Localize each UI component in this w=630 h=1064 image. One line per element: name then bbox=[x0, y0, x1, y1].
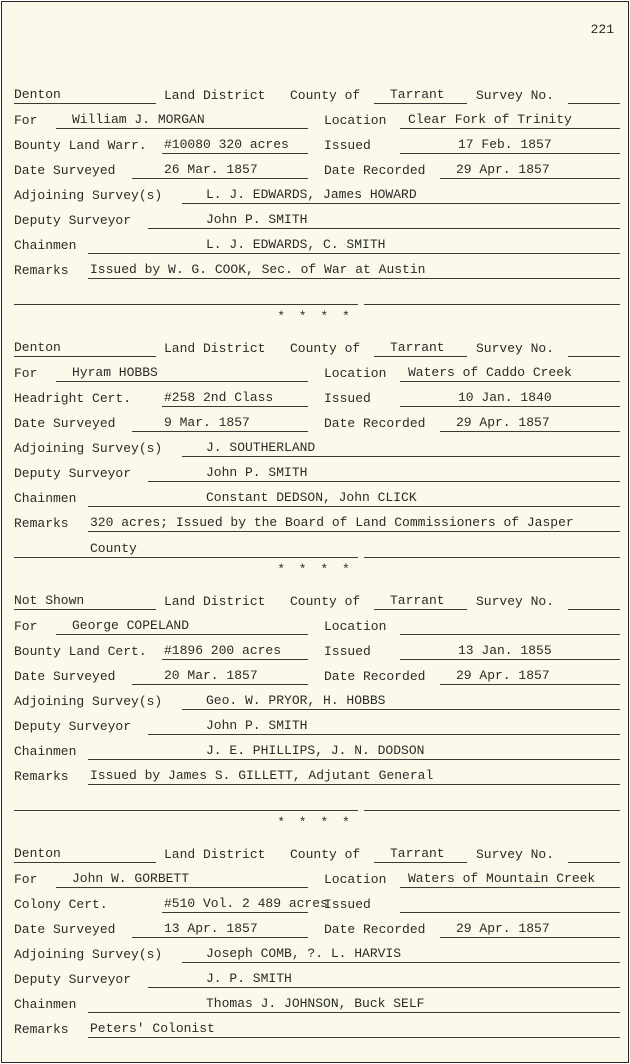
issued-field bbox=[400, 642, 620, 660]
date-surveyed-value: 13 Apr. 1857 bbox=[164, 921, 258, 936]
remarks-row bbox=[2, 514, 628, 534]
remarks-label: Remarks bbox=[14, 769, 69, 784]
for-value: John W. GORBETT bbox=[72, 871, 190, 886]
adjoining-row bbox=[2, 945, 628, 965]
date-surveyed-field bbox=[132, 161, 308, 179]
survey-no-field bbox=[568, 86, 620, 104]
certificate-value: #10080 320 acres bbox=[164, 137, 289, 152]
county-field bbox=[374, 339, 467, 357]
remarks-continued-field bbox=[14, 1046, 358, 1063]
date-recorded-label: Date Recorded bbox=[324, 163, 426, 178]
issued-field bbox=[400, 895, 620, 913]
for-label: For bbox=[14, 872, 38, 887]
chainmen-row bbox=[2, 995, 628, 1015]
remarks-value: 320 acres; Issued by the Board of Land Commissioners of Jasper bbox=[90, 515, 574, 530]
deputy-value: John P. SMITH bbox=[206, 465, 308, 480]
remarks-value: Issued by W. G. COOK, Sec. of War at Austin bbox=[90, 262, 426, 277]
location-field bbox=[400, 617, 620, 635]
deputy-label: Deputy Surveyor bbox=[14, 719, 132, 734]
location-label: Location bbox=[324, 366, 387, 381]
certificate-label: Headright Cert. bbox=[14, 391, 132, 406]
for-label: For bbox=[14, 619, 38, 634]
date-recorded-value: 29 Apr. 1857 bbox=[456, 668, 550, 683]
issued-label: Issued bbox=[324, 897, 371, 912]
date-surveyed-label: Date Surveyed bbox=[14, 922, 116, 937]
deputy-label: Deputy Surveyor bbox=[14, 972, 132, 987]
survey-no-label: Survey No. bbox=[476, 594, 555, 609]
chainmen-value: J. E. PHILLIPS, J. N. DODSON bbox=[206, 743, 425, 758]
date-surveyed-value: 20 Mar. 1857 bbox=[164, 668, 258, 683]
issued-value: 13 Jan. 1855 bbox=[458, 643, 552, 658]
date-recorded-value: 29 Apr. 1857 bbox=[456, 921, 550, 936]
county-of-label: County of bbox=[290, 847, 361, 862]
certificate-field bbox=[162, 642, 308, 660]
location-value: Waters of Caddo Creek bbox=[408, 365, 572, 380]
issued-field bbox=[400, 136, 620, 154]
remarks-continued-field-right bbox=[364, 1046, 620, 1063]
for-row bbox=[2, 364, 628, 384]
chainmen-row bbox=[2, 742, 628, 762]
adjoining-row bbox=[2, 439, 628, 459]
certificate-field bbox=[162, 895, 328, 913]
for-value: George COPELAND bbox=[72, 618, 190, 633]
remarks-continued-field bbox=[14, 540, 358, 558]
deputy-label: Deputy Surveyor bbox=[14, 466, 132, 481]
dates-row bbox=[2, 667, 628, 687]
adjoining-field bbox=[182, 439, 620, 457]
location-field bbox=[400, 364, 620, 382]
certificate-label: Bounty Land Cert. bbox=[14, 644, 147, 659]
location-value: Waters of Mountain Creek bbox=[408, 871, 596, 886]
date-recorded-field bbox=[440, 920, 620, 938]
document-page bbox=[1, 1, 629, 1063]
for-row bbox=[2, 870, 628, 890]
deputy-field bbox=[148, 970, 620, 988]
remarks-label: Remarks bbox=[14, 516, 69, 531]
county-of-label: County of bbox=[290, 88, 361, 103]
remarks-row bbox=[2, 261, 628, 281]
adjoining-field bbox=[182, 692, 620, 710]
for-value: Hyram HOBBS bbox=[72, 365, 158, 380]
remarks-continued-field-right bbox=[364, 793, 620, 811]
deputy-value: John P. SMITH bbox=[206, 718, 308, 733]
chainmen-label: Chainmen bbox=[14, 997, 77, 1012]
date-recorded-label: Date Recorded bbox=[324, 922, 426, 937]
district-field bbox=[14, 845, 156, 863]
for-row bbox=[2, 111, 628, 131]
land-district-label: Land District bbox=[164, 594, 266, 609]
date-surveyed-field bbox=[132, 920, 308, 938]
remarks-value: Issued by James S. GILLETT, Adjutant General bbox=[90, 768, 434, 783]
certificate-row bbox=[2, 389, 628, 409]
deputy-field bbox=[148, 464, 620, 482]
date-recorded-label: Date Recorded bbox=[324, 416, 426, 431]
district-field bbox=[14, 339, 156, 357]
chainmen-label: Chainmen bbox=[14, 238, 77, 253]
deputy-field bbox=[148, 717, 620, 735]
survey-no-label: Survey No. bbox=[476, 88, 555, 103]
land-district-label: Land District bbox=[164, 847, 266, 862]
district-value: Denton bbox=[14, 87, 61, 102]
land-district-label: Land District bbox=[164, 88, 266, 103]
county-value: Tarrant bbox=[390, 593, 445, 608]
for-field bbox=[56, 617, 308, 635]
chainmen-field bbox=[88, 489, 620, 507]
remarks-continued-row bbox=[2, 287, 628, 307]
date-surveyed-label: Date Surveyed bbox=[14, 669, 116, 684]
for-field bbox=[56, 364, 308, 382]
remarks-row bbox=[2, 1020, 628, 1040]
deputy-row bbox=[2, 464, 628, 484]
chainmen-value: Thomas J. JOHNSON, Buck SELF bbox=[206, 996, 425, 1011]
certificate-value: #258 2nd Class bbox=[164, 390, 274, 405]
adjoining-row bbox=[2, 186, 628, 206]
for-row bbox=[2, 617, 628, 637]
certificate-field bbox=[162, 389, 308, 407]
district-value: Not Shown bbox=[14, 593, 85, 608]
certificate-row bbox=[2, 642, 628, 662]
remarks-field bbox=[88, 767, 620, 785]
adjoining-value: Joseph COMB, ?. L. HARVIS bbox=[206, 946, 402, 961]
for-label: For bbox=[14, 113, 38, 128]
certificate-label: Colony Cert. bbox=[14, 897, 108, 912]
chainmen-value: L. J. EDWARDS, C. SMITH bbox=[206, 237, 386, 252]
district-value: Denton bbox=[14, 846, 61, 861]
dates-row bbox=[2, 920, 628, 940]
survey-no-field bbox=[568, 845, 620, 863]
issued-field bbox=[400, 389, 620, 407]
deputy-row bbox=[2, 970, 628, 990]
for-field bbox=[56, 111, 308, 129]
adjoining-value: Geo. W. PRYOR, H. HOBBS bbox=[206, 693, 386, 708]
date-recorded-value: 29 Apr. 1857 bbox=[456, 162, 550, 177]
deputy-field bbox=[148, 211, 620, 229]
certificate-label: Bounty Land Warr. bbox=[14, 138, 147, 153]
deputy-label: Deputy Surveyor bbox=[14, 213, 132, 228]
certificate-row bbox=[2, 136, 628, 156]
deputy-value: John P. SMITH bbox=[206, 212, 308, 227]
adjoining-field bbox=[182, 945, 620, 963]
chainmen-field bbox=[88, 995, 620, 1013]
district-row bbox=[2, 592, 628, 612]
deputy-row bbox=[2, 211, 628, 231]
district-row bbox=[2, 339, 628, 359]
chainmen-row bbox=[2, 489, 628, 509]
remarks-field bbox=[88, 514, 620, 532]
adjoining-label: Adjoining Survey(s) bbox=[14, 441, 163, 456]
district-field bbox=[14, 86, 156, 104]
chainmen-field bbox=[88, 236, 620, 254]
page-number: 221 bbox=[590, 22, 614, 37]
district-field bbox=[14, 592, 156, 610]
chainmen-row bbox=[2, 236, 628, 256]
date-surveyed-field bbox=[132, 414, 308, 432]
dates-row bbox=[2, 414, 628, 434]
county-field bbox=[374, 86, 467, 104]
adjoining-label: Adjoining Survey(s) bbox=[14, 188, 163, 203]
district-value: Denton bbox=[14, 340, 61, 355]
survey-no-label: Survey No. bbox=[476, 847, 555, 862]
remarks-continued-row bbox=[2, 1046, 628, 1063]
remarks-continued-row bbox=[2, 540, 628, 560]
location-label: Location bbox=[324, 872, 387, 887]
deputy-value: J. P. SMITH bbox=[206, 971, 292, 986]
for-field bbox=[56, 870, 308, 888]
record-separator: * * * * bbox=[277, 815, 353, 830]
certificate-row bbox=[2, 895, 628, 915]
date-recorded-field bbox=[440, 667, 620, 685]
district-row bbox=[2, 845, 628, 865]
for-value: William J. MORGAN bbox=[72, 112, 205, 127]
chainmen-label: Chainmen bbox=[14, 744, 77, 759]
chainmen-label: Chainmen bbox=[14, 491, 77, 506]
county-field bbox=[374, 845, 467, 863]
location-value: Clear Fork of Trinity bbox=[408, 112, 572, 127]
date-recorded-field bbox=[440, 414, 620, 432]
certificate-value: #1896 200 acres bbox=[164, 643, 282, 658]
date-recorded-value: 29 Apr. 1857 bbox=[456, 415, 550, 430]
adjoining-field bbox=[182, 186, 620, 204]
issued-value: 17 Feb. 1857 bbox=[458, 137, 552, 152]
chainmen-field bbox=[88, 742, 620, 760]
remarks-row bbox=[2, 767, 628, 787]
adjoining-label: Adjoining Survey(s) bbox=[14, 947, 163, 962]
record-separator: * * * * bbox=[277, 562, 353, 577]
county-value: Tarrant bbox=[390, 846, 445, 861]
location-label: Location bbox=[324, 113, 387, 128]
date-surveyed-field bbox=[132, 667, 308, 685]
remarks-label: Remarks bbox=[14, 263, 69, 278]
date-surveyed-label: Date Surveyed bbox=[14, 416, 116, 431]
remarks-label: Remarks bbox=[14, 1022, 69, 1037]
date-surveyed-value: 26 Mar. 1857 bbox=[164, 162, 258, 177]
dates-row bbox=[2, 161, 628, 181]
county-of-label: County of bbox=[290, 594, 361, 609]
remarks-field bbox=[88, 261, 620, 279]
remarks-field bbox=[88, 1020, 620, 1038]
survey-no-field bbox=[568, 592, 620, 610]
county-of-label: County of bbox=[290, 341, 361, 356]
chainmen-value: Constant DEDSON, John CLICK bbox=[206, 490, 417, 505]
deputy-row bbox=[2, 717, 628, 737]
issued-label: Issued bbox=[324, 391, 371, 406]
adjoining-row bbox=[2, 692, 628, 712]
date-recorded-field bbox=[440, 161, 620, 179]
certificate-value: #510 Vol. 2 489 acres bbox=[164, 896, 328, 911]
date-surveyed-value: 9 Mar. 1857 bbox=[164, 415, 250, 430]
remarks-continued-field bbox=[14, 287, 358, 305]
certificate-field bbox=[162, 136, 308, 154]
issued-label: Issued bbox=[324, 644, 371, 659]
for-label: For bbox=[14, 366, 38, 381]
issued-value: 10 Jan. 1840 bbox=[458, 390, 552, 405]
adjoining-value: J. SOUTHERLAND bbox=[206, 440, 316, 455]
county-value: Tarrant bbox=[390, 340, 445, 355]
adjoining-value: L. J. EDWARDS, James HOWARD bbox=[206, 187, 417, 202]
adjoining-label: Adjoining Survey(s) bbox=[14, 694, 163, 709]
survey-no-label: Survey No. bbox=[476, 341, 555, 356]
county-field bbox=[374, 592, 467, 610]
county-value: Tarrant bbox=[390, 87, 445, 102]
record-separator: * * * * bbox=[277, 309, 353, 324]
survey-no-field bbox=[568, 339, 620, 357]
district-row bbox=[2, 86, 628, 106]
land-district-label: Land District bbox=[164, 341, 266, 356]
location-field bbox=[400, 870, 620, 888]
date-recorded-label: Date Recorded bbox=[324, 669, 426, 684]
remarks-value: Peters' Colonist bbox=[90, 1021, 215, 1036]
issued-label: Issued bbox=[324, 138, 371, 153]
remarks-continued-value: County bbox=[90, 541, 137, 556]
remarks-continued-row bbox=[2, 793, 628, 813]
location-field bbox=[400, 111, 620, 129]
date-surveyed-label: Date Surveyed bbox=[14, 163, 116, 178]
remarks-continued-field-right bbox=[364, 287, 620, 305]
remarks-continued-field-right bbox=[364, 540, 620, 558]
remarks-continued-field bbox=[14, 793, 358, 811]
location-label: Location bbox=[324, 619, 387, 634]
